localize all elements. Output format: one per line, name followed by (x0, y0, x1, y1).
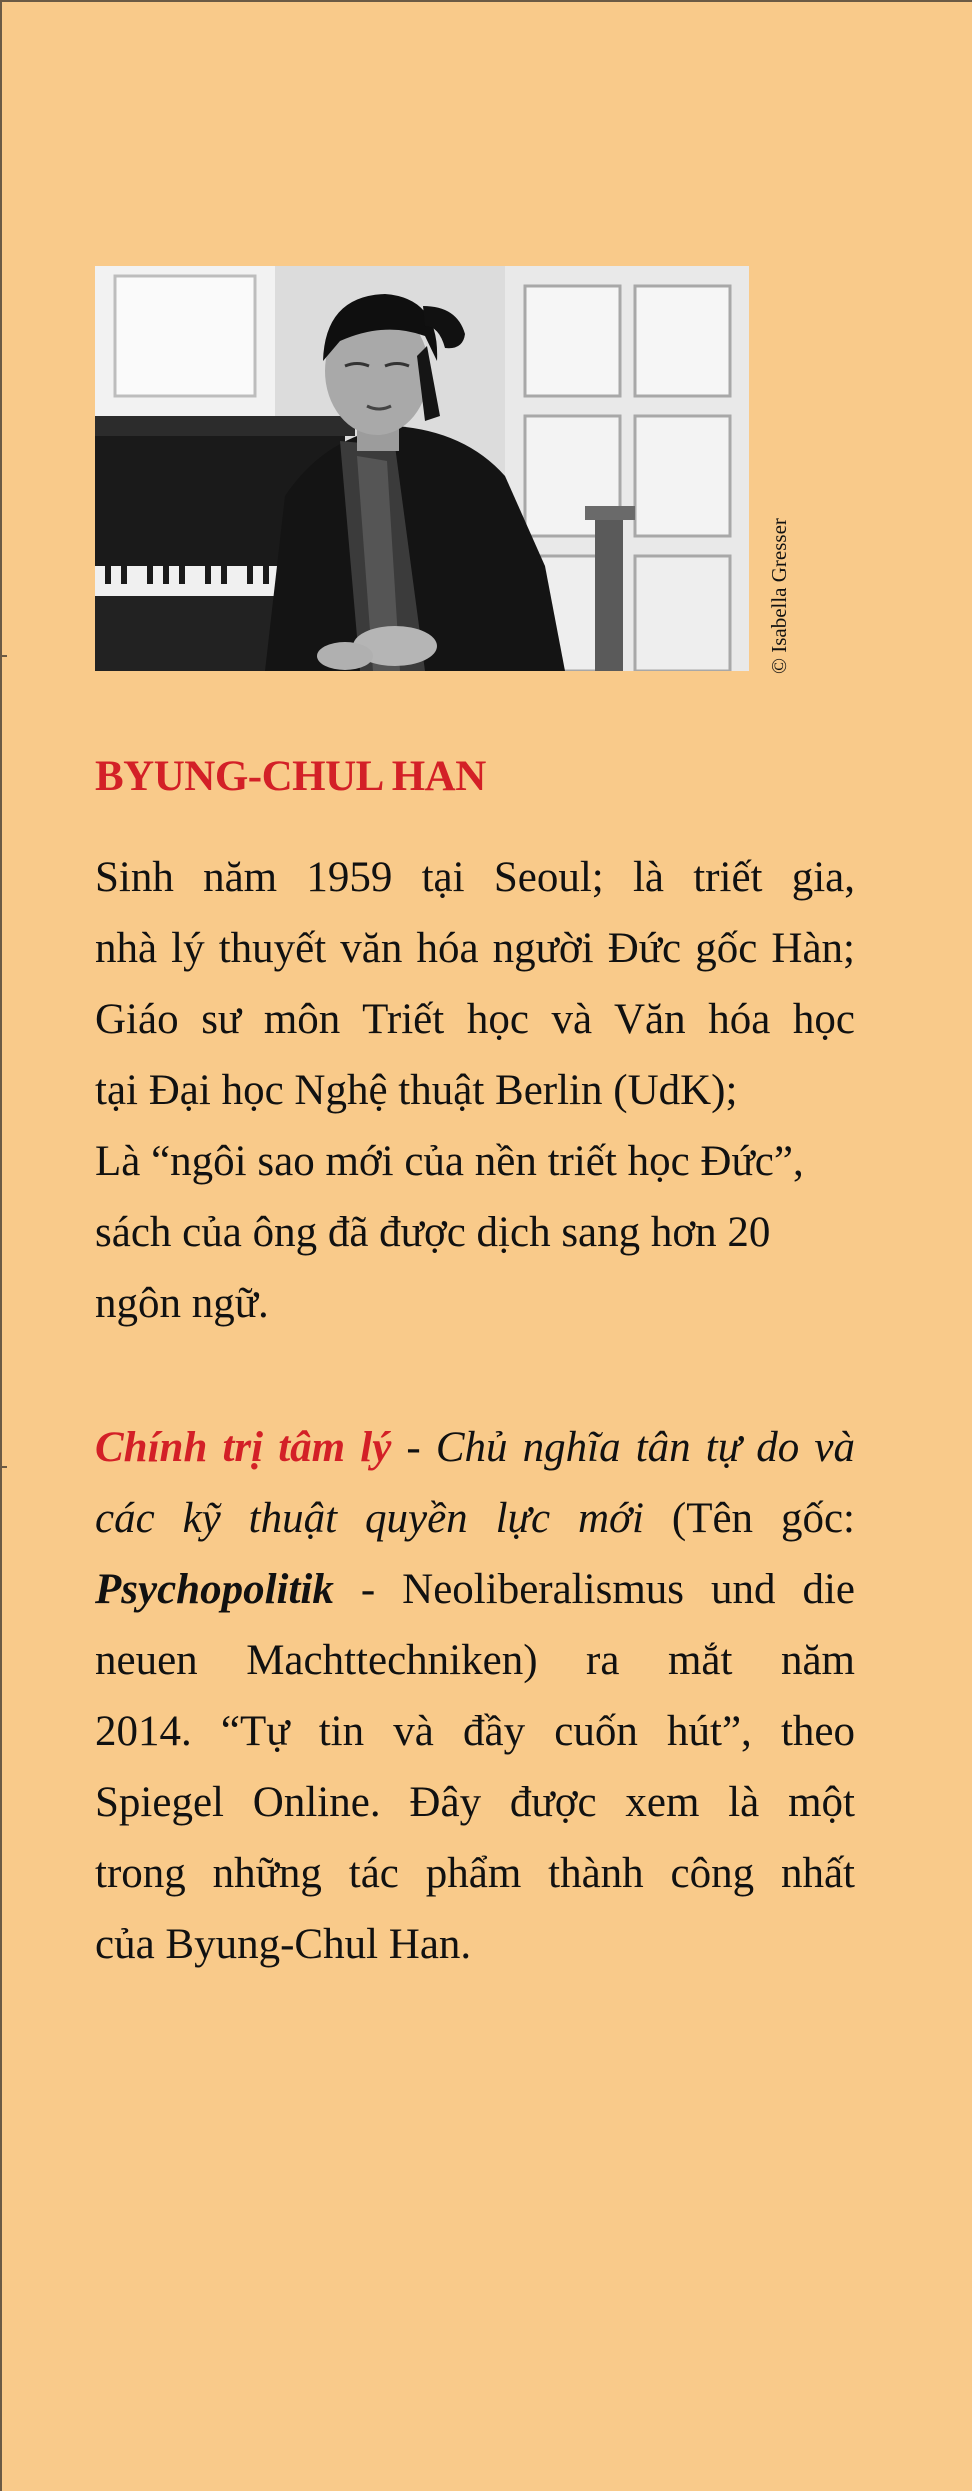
bio-line: Là “ngôi sao mới của nền triết học Đức”, (95, 1138, 804, 1185)
author-name: BYUNG-CHUL HAN (95, 753, 486, 800)
original-title-label: (Tên gốc: (643, 1495, 855, 1542)
page-left-edge (0, 0, 2, 2491)
page-top-edge (0, 0, 972, 2)
book-subtitle-vi: các kỹ thuật quyền lực mới (95, 1495, 644, 1542)
book-title-vi: Chính trị tâm lý (95, 1424, 392, 1471)
book-title-original: Psychopolitik (95, 1566, 334, 1613)
book-line (95, 1483, 855, 1554)
bio-line: sách của ông đã được dịch sang hơn 20 (95, 1209, 771, 1256)
photo-credit: © Isabella Gresser (767, 518, 791, 674)
book-line: Spiegel Online. Đây được xem là một (95, 1779, 855, 1826)
bio-line: nhà lý thuyết văn hóa người Đức gốc Hàn; (95, 925, 855, 972)
book-line: của Byung-Chul Han. (95, 1921, 472, 1968)
book-line (95, 1554, 855, 1625)
bio-line: ngôn ngữ. (95, 1280, 269, 1327)
fold-mark (0, 1466, 7, 1468)
bio-line: tại Đại học Nghệ thuật Berlin (UdK); (95, 1067, 738, 1114)
bio-line: Giáo sư môn Triết học và Văn hóa học (95, 996, 855, 1043)
author-bio (95, 842, 855, 1339)
author-photo (95, 266, 749, 671)
book-subtitle-original: - Neoliberalismus und die (333, 1566, 855, 1613)
book-line (95, 1412, 855, 1483)
book-description (95, 1412, 855, 1980)
book-subtitle-vi: Chủ nghĩa tân tự do và (435, 1424, 855, 1471)
dash: - (391, 1424, 436, 1471)
bio-line: Sinh năm 1959 tại Seoul; là triết gia, (95, 854, 855, 901)
fold-mark (0, 655, 7, 657)
book-line: 2014. “Tự tin và đầy cuốn hút”, theo (95, 1708, 855, 1755)
book-line: trong những tác phẩm thành công nhất (95, 1850, 855, 1897)
book-line: neuen Machttechniken) ra mắt năm (95, 1637, 855, 1684)
